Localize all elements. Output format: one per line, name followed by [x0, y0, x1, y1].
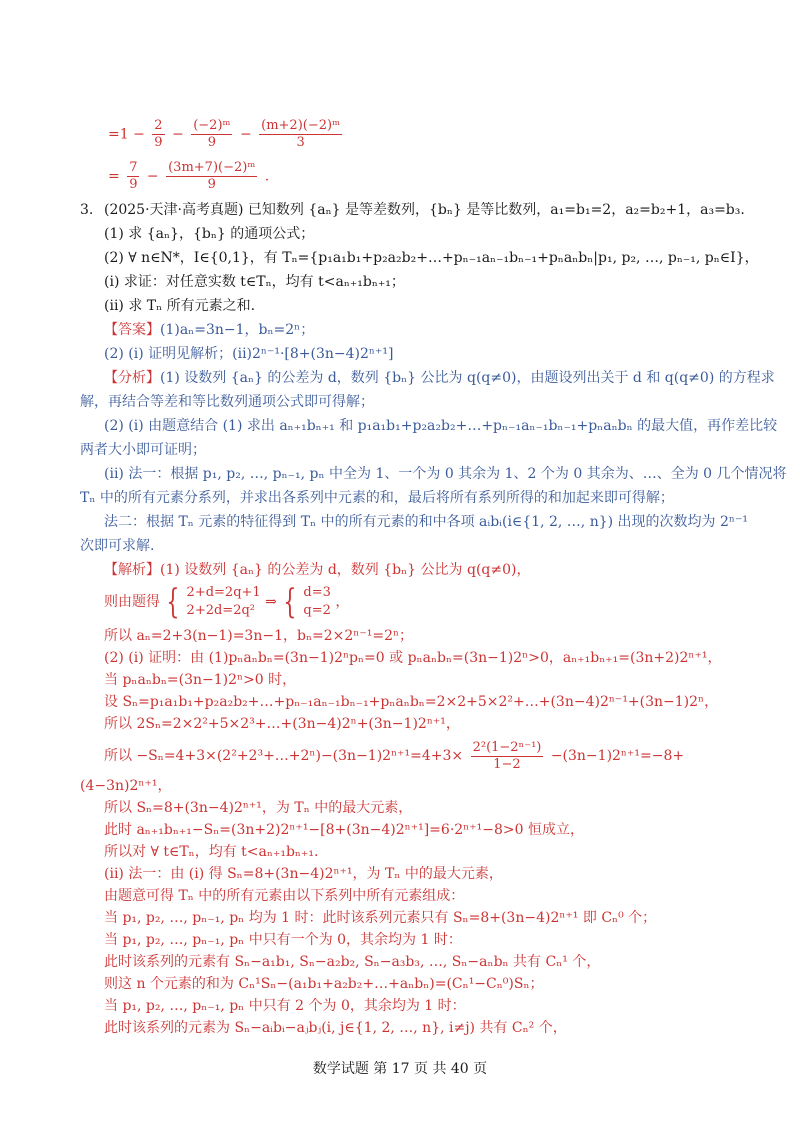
problem-stem: (2025·天津·高考真题) 已知数列 {aₙ} 是等差数列，{bₙ} 是等比数列，a₁=b₁=2，a₂=b₂+1，a₃=b₃. [104, 202, 745, 218]
fraction [259, 118, 342, 151]
text: − [172, 126, 184, 143]
solution-line-14: 由题意可得 Tₙ 中的所有元素由以下系列中所有元素组成： [104, 888, 465, 904]
numerator: 2 [154, 118, 163, 133]
text: =1 − [108, 126, 145, 143]
equation-system [303, 584, 331, 620]
analysis-line-2: 解，再结合等差和等比数列通项公式即可得解； [80, 394, 374, 410]
fraction [191, 118, 232, 151]
analysis-line-4: 两者大小即可证明； [80, 442, 206, 458]
text: −(3n−1)2ⁿ⁺¹=−8+ [550, 748, 685, 764]
equation: d=3 [303, 585, 331, 600]
solution-line-8 [104, 738, 684, 774]
top-line-2 [108, 160, 269, 193]
solution-line-20: 此时该系列的元素为 Sₙ−aᵢbᵢ−aⱼbⱼ(i, j∈{1, 2, …, n}, i≠j) 共有 Cₙ² 个， [104, 1020, 567, 1036]
solution-line-1 [104, 560, 530, 580]
fraction [166, 160, 257, 193]
solution-line-6: 设 Sₙ=p₁a₁b₁+p₂a₂b₂+…+pₙ₋₁aₙ₋₁bₙ₋₁+pₙaₙbₙ=2×2+5×2²+…+(3n−4)2ⁿ⁻¹+(3n−1)2ⁿ， [104, 694, 719, 710]
text: 则由题得 [104, 594, 160, 610]
left-brace: { [166, 582, 180, 622]
answer-line-2: (2) (i) 证明见解析；(ii)2ⁿ⁻¹·[8+(3n−4)2ⁿ⁺¹] [104, 346, 394, 362]
solution-line-2 [104, 582, 349, 622]
numerator: (3m+7)(−2)ᵐ [168, 160, 256, 175]
solution-line-11: 此时 aₙ₊₁bₙ₊₁−Sₙ=(3n+2)2ⁿ⁺¹−[8+(3n−4)2ⁿ⁺¹]=6·2ⁿ⁺¹−8>0 恒成立， [104, 822, 584, 838]
analysis-label: 【分析】 [104, 370, 160, 386]
text: − [146, 168, 159, 185]
answer-line-1 [104, 320, 314, 340]
problem-number: 3. [80, 202, 94, 218]
fraction [152, 118, 164, 151]
solution-line-12: 所以对 ∀ t∈Tₙ，均有 t<aₙ₊₁bₙ₊₁. [104, 844, 319, 860]
top-line-1 [108, 118, 345, 151]
question-1: (1) 求 {aₙ}，{bₙ} 的通项公式； [104, 226, 315, 242]
implies-symbol: ⇒ [265, 594, 277, 610]
question-2-ii: (ii) 求 Tₙ 所有元素之和. [104, 298, 256, 314]
analysis-line-1 [104, 368, 775, 388]
equation: 2+d=2q+1 [186, 585, 261, 600]
denominator: 9 [129, 177, 138, 192]
denominator: 3 [296, 135, 305, 150]
text: 所以 −Sₙ=4+3×(2²+2³+…+2ⁿ)−(3n−1)2ⁿ⁺¹=4+3× [104, 748, 464, 764]
numerator: (m+2)(−2)ᵐ [261, 118, 341, 133]
equation: 2+2d=2q² [186, 603, 255, 618]
solution-line-18: 则这 n 个元素的和为 Cₙ¹Sₙ−(a₁b₁+a₂b₂+…+aₙbₙ)=(Cₙ¹−Cₙ⁰)Sₙ； [104, 976, 544, 992]
analysis-line-6: Tₙ 中的所有元素分系列，并求出各系列中元素的和，最后将所有系列所得的和加起来即可得解； [80, 490, 674, 506]
denominator: 9 [154, 135, 163, 150]
solution-text: (1) 设数列 {aₙ} 的公差为 d，数列 {bₙ} 公比为 q(q≠0)， [160, 562, 531, 578]
solution-line-9: (4−3n)2ⁿ⁺¹， [80, 778, 172, 794]
page-footer: 数学试题 第 17 页 共 40 页 [312, 1061, 488, 1077]
analysis-text: (1) 设数列 {aₙ} 的公差为 d，数列 {bₙ} 公比为 q(q≠0)，由题设列出关于 d 和 q(q≠0) 的方程求 [160, 370, 775, 386]
fraction [127, 160, 139, 193]
solution-line-19: 当 p₁, p₂, …, pₙ₋₁, pₙ 中只有 2 个为 0，其余均为 1 时： [104, 998, 466, 1014]
solution-line-5: 当 pₙaₙbₙ=(3n−1)2ⁿ>0 时， [104, 672, 297, 688]
analysis-line-3: (2) (i) 由题意结合 (1) 求出 aₙ₊₁bₙ₊₁ 和 p₁a₁b₁+p₂a₂b₂+…+pₙ₋₁aₙ₋₁bₙ₋₁+pₙaₙbₙ 的最大值，再作差比较 [104, 418, 778, 434]
text: . [264, 168, 270, 185]
solution-line-16: 当 p₁, p₂, …, pₙ₋₁, pₙ 中只有一个为 0，其余均为 1 时： [104, 932, 462, 948]
solution-line-4: (2) (i) 证明：由 (1)pₙaₙbₙ=(3n−1)2ⁿpₙ=0 或 pₙaₙbₙ=(3n−1)2ⁿ>0，aₙ₊₁bₙ₊₁=(3n+2)2ⁿ⁺¹， [104, 650, 722, 666]
analysis-line-7: 法二：根据 Tₙ 元素的特征得到 Tₙ 中的所有元素的和中各项 aᵢbᵢ(i∈{1, 2, …, n}) 出现的次数均为 2ⁿ⁻¹ [104, 514, 748, 530]
denominator: 1−2 [493, 756, 521, 772]
text: = [108, 168, 120, 185]
solution-line-10: 所以 Sₙ=8+(3n−4)2ⁿ⁺¹，为 Tₙ 中的最大元素， [104, 800, 413, 816]
solution-line-17: 此时该系列的元素有 Sₙ−a₁b₁, Sₙ−a₂b₂, Sₙ−a₃b₃, …, Sₙ−aₙbₙ 共有 Cₙ¹ 个， [104, 954, 601, 970]
analysis-line-5: (ii) 法一：根据 p₁, p₂, …, pₙ₋₁, pₙ 中全为 1、一个为 0 其余为 1、2 个为 0 其余为、…、全为 0 几个情况将 [104, 466, 787, 482]
analysis-line-8: 次即可求解. [80, 538, 155, 554]
text: − [239, 126, 252, 143]
solution-line-3: 所以 aₙ=2+3(n−1)=3n−1，bₙ=2×2ⁿ⁻¹=2ⁿ； [104, 628, 414, 644]
fraction [471, 740, 544, 773]
numerator: 7 [129, 160, 138, 175]
question-2: (2) ∀ n∈N*，I∈{0,1}，有 Tₙ={p₁a₁b₁+p₂a₂b₂+…+pₙ₋₁aₙ₋₁bₙ₋₁+pₙaₙbₙ|p₁, p₂, …, pₙ₋₁, pₙ∈I}， [104, 250, 759, 266]
numerator: (−2)ᵐ [193, 118, 231, 133]
numerator: 2²(1−2ⁿ⁻¹) [472, 739, 542, 755]
denominator: 9 [207, 177, 216, 192]
denominator: 9 [207, 135, 216, 150]
left-brace: { [283, 582, 297, 622]
question-2-i: (i) 求证：对任意实数 t∈Tₙ，均有 t<aₙ₊₁bₙ₊₁； [104, 274, 405, 290]
text: ， [335, 594, 350, 610]
solution-label: 【解析】 [104, 562, 160, 578]
equation: q=2 [303, 603, 331, 618]
equation-system [187, 584, 261, 620]
solution-line-7: 所以 2Sₙ=2×2²+5×2³+…+(3n−4)2ⁿ+(3n−1)2ⁿ⁺¹， [104, 716, 460, 732]
solution-line-13: (ii) 法一：由 (i) 得 Sₙ=8+(3n−4)2ⁿ⁺¹，为 Tₙ 中的最大元素， [104, 866, 503, 882]
answer-label: 【答案】 [104, 322, 160, 338]
solution-line-15: 当 p₁, p₂, …, pₙ₋₁, pₙ 均为 1 时：此时该系列元素只有 Sₙ=8+(3n−4)2ⁿ⁺¹ 即 Cₙ⁰ 个； [104, 910, 657, 926]
answer-text: (1)aₙ=3n−1，bₙ=2ⁿ； [160, 322, 315, 338]
